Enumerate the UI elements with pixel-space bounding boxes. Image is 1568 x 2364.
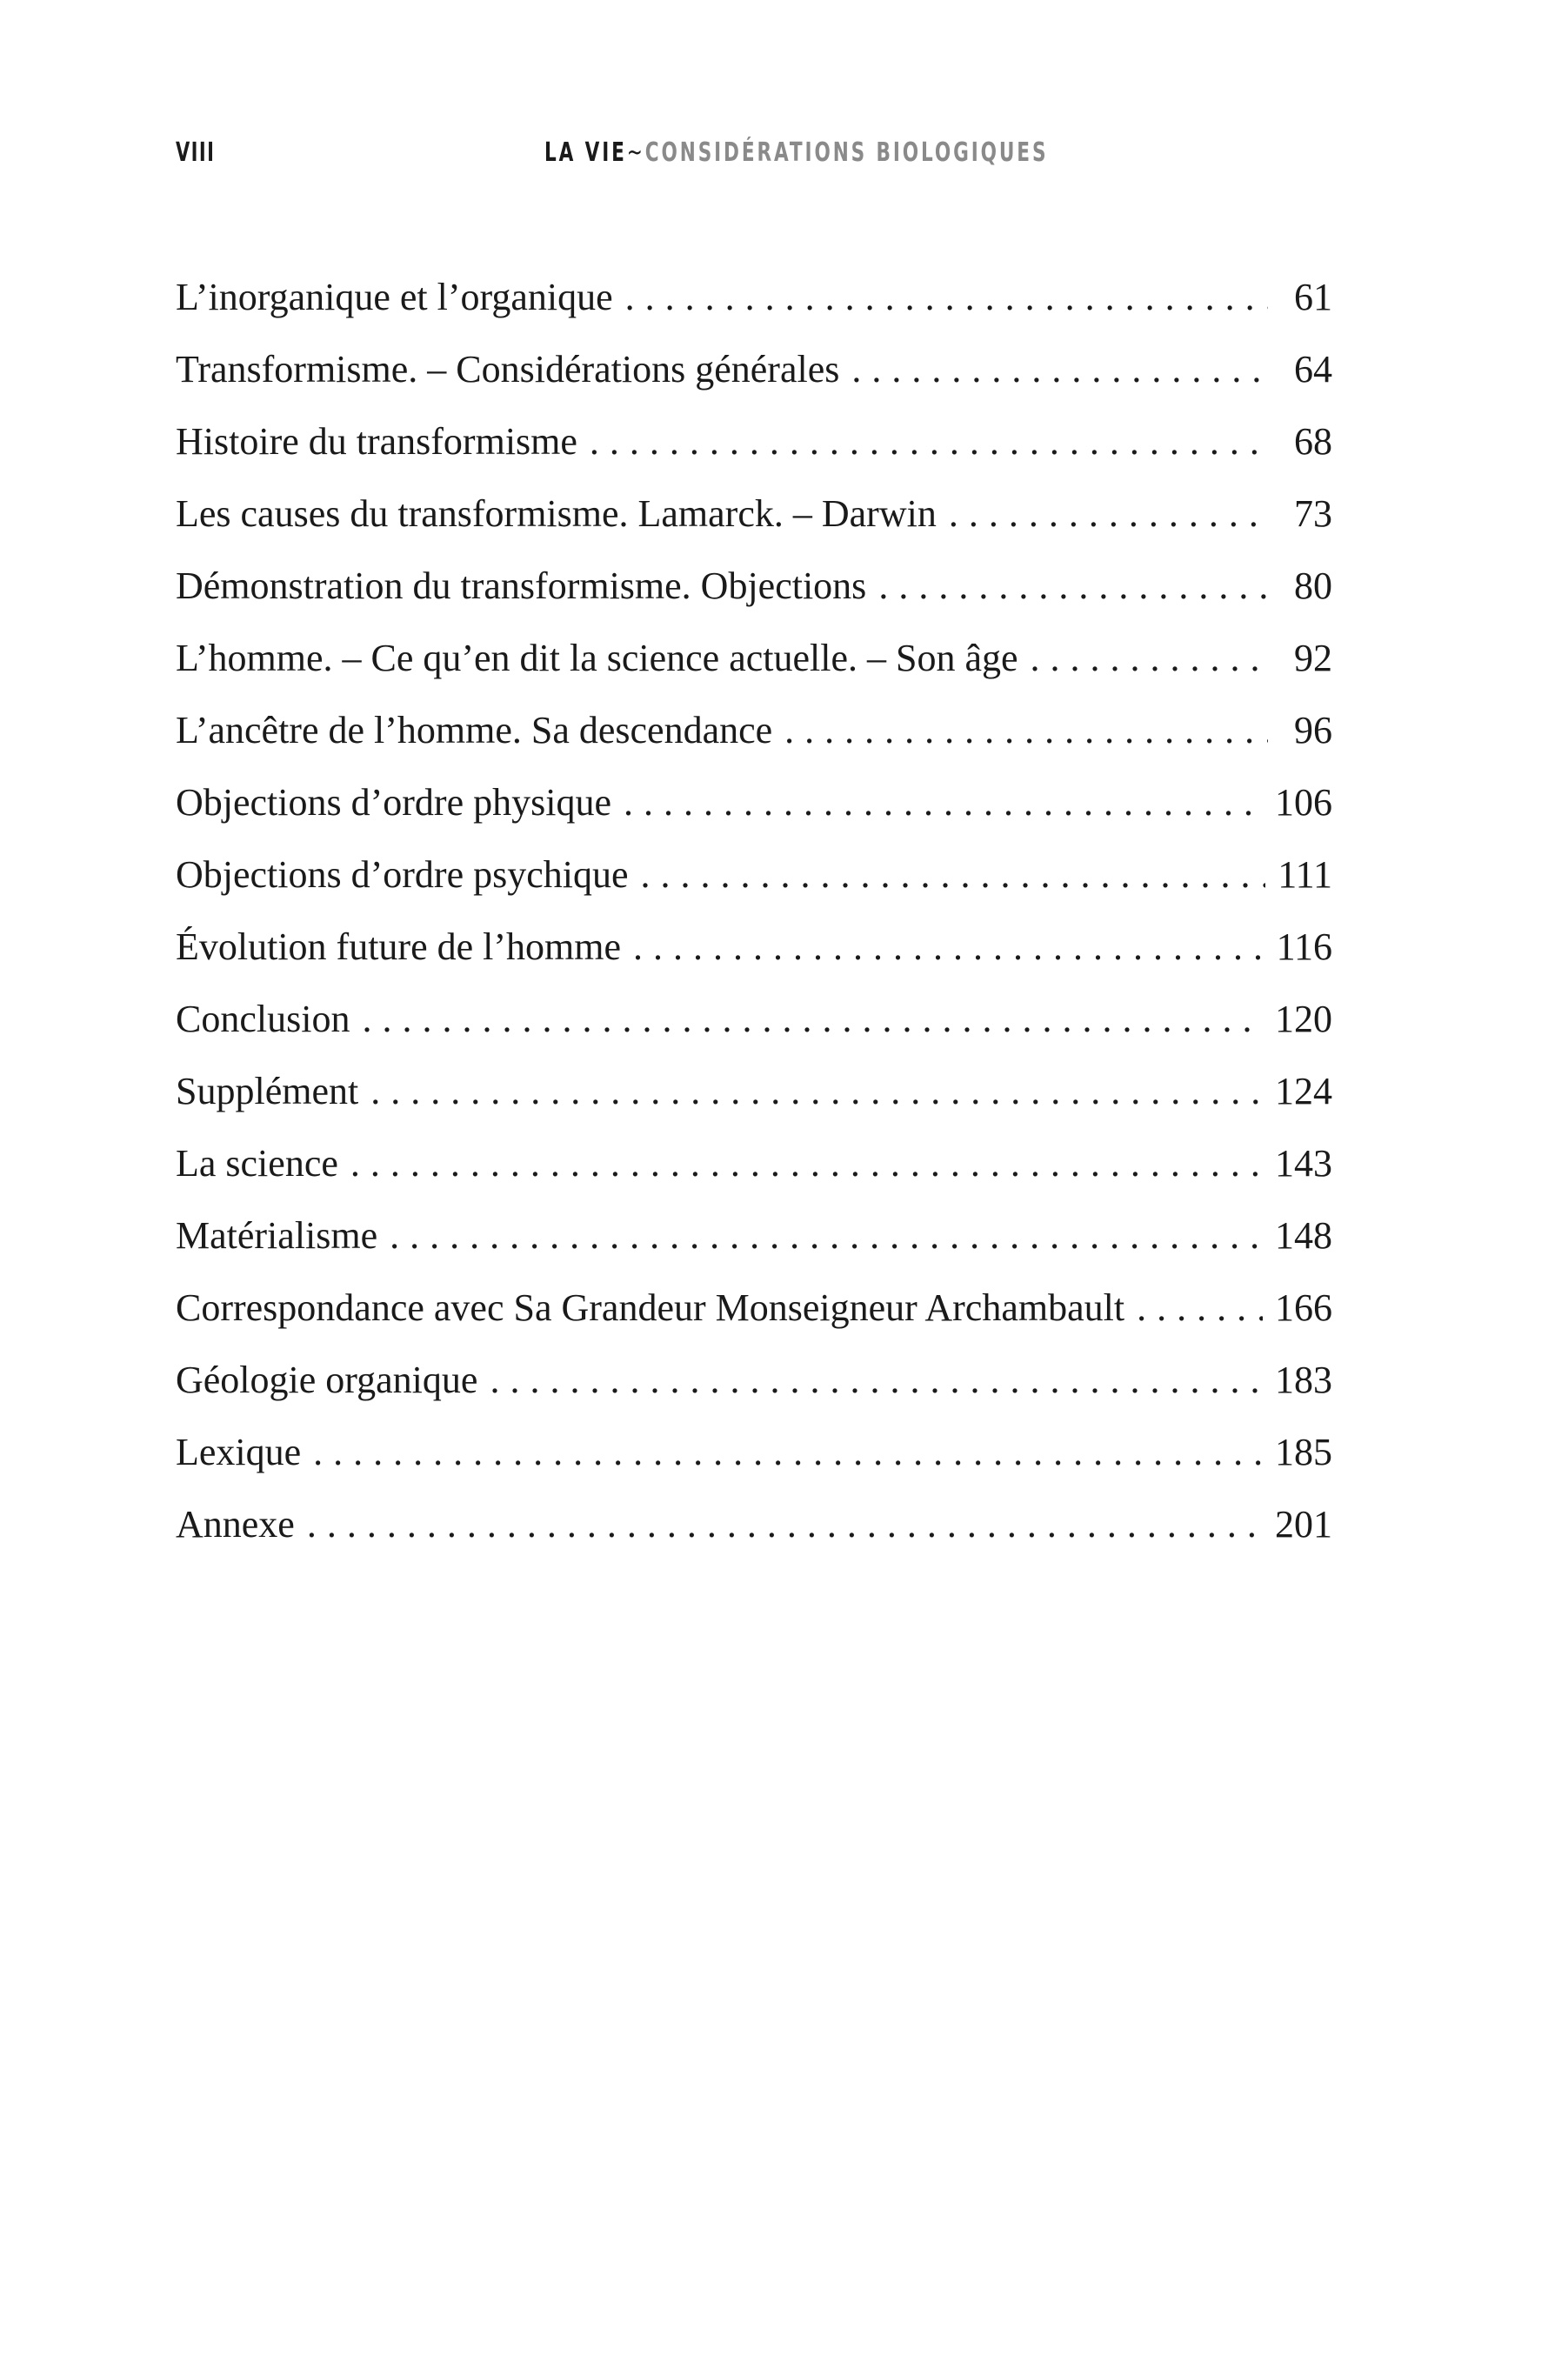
dot-leader <box>350 1127 1263 1199</box>
toc-entry-title: L’homme. – Ce qu’en dit la science actuelle. – Son âge <box>176 637 1018 679</box>
toc-entry-page: 68 <box>1294 420 1332 463</box>
toc-entry-title: Lexique <box>176 1431 302 1473</box>
toc-entry-title: Démonstration du transformisme. Objections <box>176 564 867 607</box>
toc-entry <box>176 550 1332 622</box>
toc-entry-title: L’ancêtre de l’homme. Sa descendance <box>176 709 773 751</box>
toc-entry-page: 166 <box>1275 1286 1332 1329</box>
dot-leader <box>490 1344 1263 1416</box>
dot-leader <box>625 261 1268 333</box>
toc-entry-title: Objections d’ordre physique <box>176 781 611 824</box>
toc-entry <box>176 838 1332 911</box>
toc-entry-title: Les causes du transformisme. Lamarck. – Darwin <box>176 492 937 535</box>
toc-entry-page: 64 <box>1294 348 1332 391</box>
toc-entry <box>176 911 1332 983</box>
running-title-main: LA VIE <box>544 137 627 168</box>
toc-entry-title: Histoire du transformisme <box>176 420 577 463</box>
dot-leader <box>784 694 1268 766</box>
toc-entry-page: 185 <box>1275 1431 1332 1473</box>
toc-entry-title: Géologie organique <box>176 1359 478 1401</box>
running-title-subtitle: CONSIDÉRATIONS BIOLOGIQUES <box>644 137 1049 168</box>
running-title <box>544 137 1048 168</box>
toc-entry <box>176 983 1332 1055</box>
toc-entry <box>176 766 1332 838</box>
toc-entry <box>176 622 1332 694</box>
toc-entry-title: L’inorganique et l’organique <box>176 276 613 318</box>
dot-leader <box>313 1416 1263 1488</box>
dot-leader <box>641 838 1266 911</box>
toc-entry-page: 183 <box>1275 1359 1332 1401</box>
toc-entry-page: 96 <box>1294 709 1332 751</box>
toc-entry <box>176 477 1332 550</box>
toc-entry <box>176 1344 1332 1416</box>
page-number: VIII <box>176 137 216 168</box>
dot-leader <box>949 477 1268 550</box>
toc-entry-page: 92 <box>1294 637 1332 679</box>
toc-entry-title: La science <box>176 1142 338 1185</box>
dot-leader <box>878 550 1268 622</box>
toc-entry-title: Évolution future de l’homme <box>176 925 621 968</box>
toc-entry-page: 111 <box>1278 853 1332 896</box>
toc-entry <box>176 1488 1332 1560</box>
toc-entry <box>176 1272 1332 1344</box>
toc-entry-page: 61 <box>1294 276 1332 318</box>
dot-leader <box>370 1055 1263 1127</box>
dot-leader <box>362 983 1263 1055</box>
dot-leader <box>590 405 1268 477</box>
toc-entry-page: 124 <box>1275 1070 1332 1112</box>
toc-entry-page: 106 <box>1275 781 1332 824</box>
toc-entry <box>176 1199 1332 1272</box>
toc-entry <box>176 333 1332 405</box>
toc-entry-page: 201 <box>1275 1503 1332 1546</box>
toc-entry-title: Correspondance avec Sa Grandeur Monseigneur Archambault <box>176 1286 1125 1329</box>
dot-leader <box>1137 1272 1263 1344</box>
toc-entry-title: Supplément <box>176 1070 359 1112</box>
dot-leader <box>633 911 1264 983</box>
toc-entry <box>176 694 1332 766</box>
dot-leader <box>851 333 1268 405</box>
dot-leader <box>307 1488 1263 1560</box>
toc-entry-title: Matérialisme <box>176 1214 378 1257</box>
toc-entry-title: Conclusion <box>176 998 350 1040</box>
toc-entry <box>176 1416 1332 1488</box>
dot-leader <box>390 1199 1263 1272</box>
toc-entry-page: 143 <box>1275 1142 1332 1185</box>
toc-entry <box>176 261 1332 333</box>
toc-entry <box>176 405 1332 477</box>
toc-entry-page: 73 <box>1294 492 1332 535</box>
running-title-separator: ~ <box>626 137 645 168</box>
toc-entry-title: Annexe <box>176 1503 295 1546</box>
page-header <box>176 137 1332 190</box>
dot-leader <box>1031 622 1268 694</box>
table-of-contents <box>176 261 1332 1560</box>
toc-entry-page: 120 <box>1275 998 1332 1040</box>
toc-entry-title: Transformisme. – Considérations générales <box>176 348 840 391</box>
toc-entry <box>176 1127 1332 1199</box>
toc-entry-page: 116 <box>1276 925 1332 968</box>
toc-entry-page: 148 <box>1275 1214 1332 1257</box>
toc-entry-title: Objections d’ordre psychique <box>176 853 629 896</box>
toc-entry <box>176 1055 1332 1127</box>
dot-leader <box>624 766 1263 838</box>
toc-entry-page: 80 <box>1294 564 1332 607</box>
